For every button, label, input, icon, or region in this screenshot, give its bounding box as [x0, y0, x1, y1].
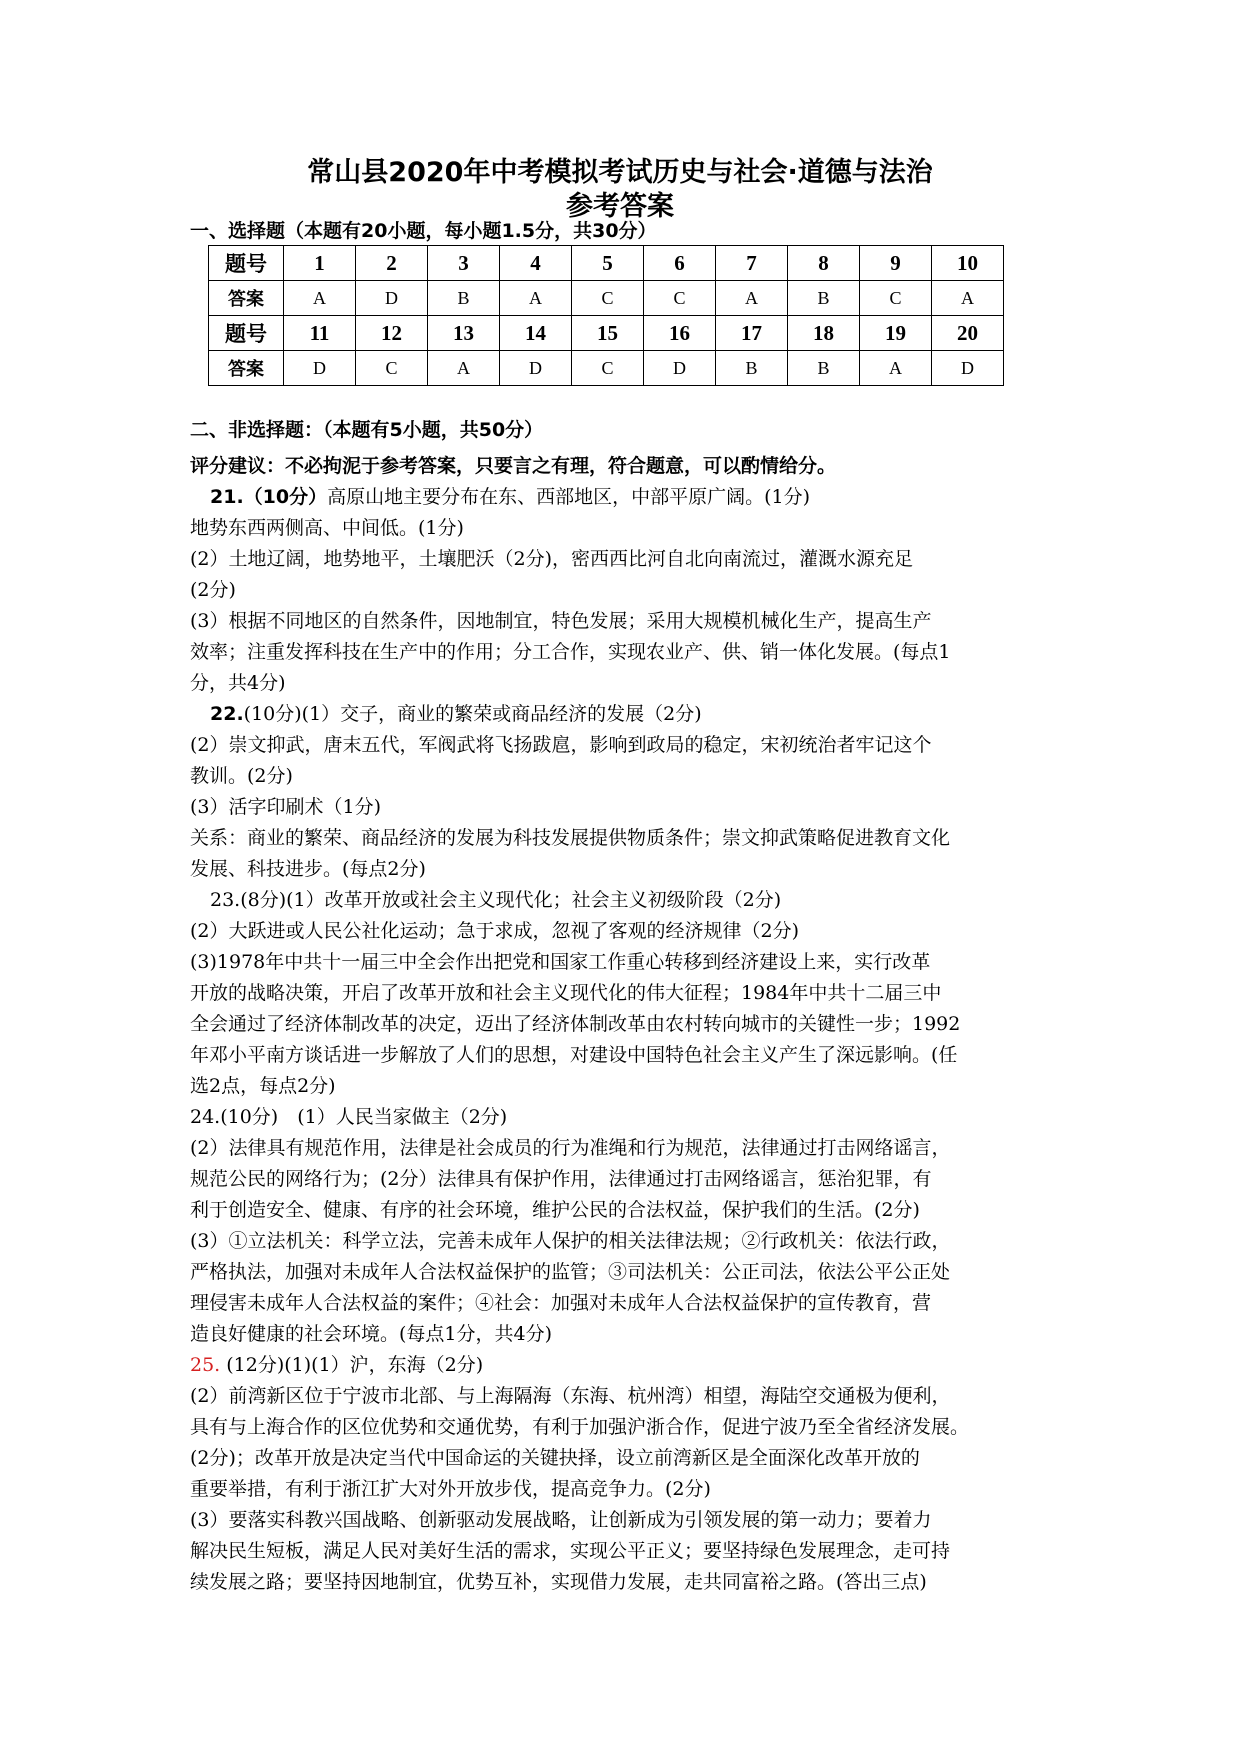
table-cell: B — [428, 281, 500, 316]
table-label-num: 题号 — [209, 316, 284, 351]
table-row — [209, 316, 1004, 351]
q24-line: 规范公民的网络行为；(2分）法律具有保护作用，法律通过打击网络谣言，惩治犯罪，有 — [190, 1168, 932, 1190]
table-cell: C — [356, 351, 428, 386]
q22-line: (2）崇文抑武，唐末五代，军阀武将飞扬跋扈，影响到政局的稳定，宋初统治者牢记这个 — [190, 734, 932, 756]
table-cell: D — [644, 351, 716, 386]
q22-line: 22.(10分)(1）交子，商业的繁荣或商品经济的发展（2分) — [210, 703, 702, 725]
table-row — [209, 281, 1004, 316]
table-cell: C — [572, 351, 644, 386]
q25-line: 重要举措，有利于浙江扩大对外开放步伐，提高竞争力。(2分) — [190, 1478, 711, 1500]
section-1-heading: 一、选择题（本题有20小题，每小题1.5分，共30分） — [190, 220, 657, 242]
q24-line: 利于创造安全、健康、有序的社会环境，维护公民的合法权益，保护我们的生活。(2分) — [190, 1199, 920, 1221]
table-cell: A — [428, 351, 500, 386]
q22-line: (3）活字印刷术（1分) — [190, 796, 382, 818]
table-cell: B — [788, 351, 860, 386]
table-cell: B — [716, 351, 788, 386]
table-cell: 6 — [644, 246, 716, 281]
q23-line: 选2点，每点2分) — [190, 1075, 336, 1097]
q21-line: 分，共4分) — [190, 672, 286, 694]
table-cell: A — [860, 351, 932, 386]
q21-line: 21.（10分）高原山地主要分布在东、西部地区，中部平原广阔。(1分) — [210, 486, 811, 508]
q23-line: 年邓小平南方谈话进一步解放了人们的思想，对建设中国特色社会主义产生了深远影响。(任 — [190, 1044, 958, 1066]
table-cell: 11 — [284, 316, 356, 351]
table-cell: C — [572, 281, 644, 316]
table-cell: B — [788, 281, 860, 316]
answer-table — [208, 245, 1004, 386]
q24-line: (2）法律具有规范作用，法律是社会成员的行为准绳和行为规范，法律通过打击网络谣言， — [190, 1137, 951, 1159]
table-cell: 10 — [932, 246, 1004, 281]
q22-head: 22. — [210, 703, 244, 725]
q22-line: 教训。(2分) — [190, 765, 293, 787]
q23-line: (2）大跃进或人民公社化运动；急于求成，忽视了客观的经济规律（2分) — [190, 920, 800, 942]
q22-line: 发展、科技进步。(每点2分) — [190, 858, 426, 880]
table-cell: D — [500, 351, 572, 386]
q24-line: (3）①立法机关：科学立法，完善未成年人保护的相关法律法规；②行政机关：依法行政， — [190, 1230, 951, 1252]
q21-line: (2）土地辽阔，地势地平，土壤肥沃（2分)，密西西比河自北向南流过，灌溉水源充足 — [190, 548, 914, 570]
q21-head: 21.（10分） — [210, 486, 328, 508]
table-cell: A — [500, 281, 572, 316]
table-cell: C — [860, 281, 932, 316]
q25-line: 25. (12分)(1)(1）沪，东海（2分) — [190, 1354, 484, 1376]
table-cell: 16 — [644, 316, 716, 351]
q25-line: (2）前湾新区位于宁波市北部、与上海隔海（东海、杭州湾）相望，海陆空交通极为便利， — [190, 1385, 951, 1407]
table-cell: 17 — [716, 316, 788, 351]
q24-line: 造良好健康的社会环境。(每点1分，共4分) — [190, 1323, 553, 1345]
q25-number: 25. — [190, 1354, 221, 1376]
table-cell: D — [284, 351, 356, 386]
q23-line: 开放的战略决策，开启了改革开放和社会主义现代化的伟大征程；1984年中共十二届三中 — [190, 982, 942, 1004]
q22-line: 关系：商业的繁荣、商品经济的发展为科技发展提供物质条件；崇文抑武策略促进教育文化 — [190, 827, 951, 849]
q21-line: (2分) — [190, 579, 236, 601]
section-2-heading: 二、非选择题：（本题有5小题，共50分） — [190, 419, 544, 441]
table-cell: C — [644, 281, 716, 316]
table-cell: 20 — [932, 316, 1004, 351]
q25-line: (2分)；改革开放是决定当代中国命运的关键抉择，设立前湾新区是全面深化改革开放的 — [190, 1447, 920, 1469]
table-cell: 8 — [788, 246, 860, 281]
table-cell: 9 — [860, 246, 932, 281]
table-cell: 15 — [572, 316, 644, 351]
q23-line: (3)1978年中共十一届三中全会作出把党和国家工作重心转移到经济建设上来，实行改革 — [190, 951, 931, 973]
q24-line: 24.(10分) (1）人民当家做主（2分) — [190, 1106, 508, 1128]
table-row — [209, 246, 1004, 281]
q25-line: 具有与上海合作的区位优势和交通优势，有利于加强沪浙合作，促进宁波乃至全省经济发展。 — [190, 1416, 970, 1438]
q25-line: (3）要落实科教兴国战略、创新驱动发展战略，让创新成为引领发展的第一动力；要着力 — [190, 1509, 932, 1531]
table-cell: D — [356, 281, 428, 316]
table-label-num: 题号 — [209, 246, 284, 281]
q21-line: 效率；注重发挥科技在生产中的作用；分工合作，实现农业产、供、销一体化发展。(每点1 — [190, 641, 951, 663]
table-cell: 7 — [716, 246, 788, 281]
q21-line: (3）根据不同地区的自然条件，因地制宜，特色发展；采用大规模机械化生产，提高生产 — [190, 610, 932, 632]
table-cell: 19 — [860, 316, 932, 351]
q23-line: 全会通过了经济体制改革的决定，迈出了经济体制改革由农村转向城市的关键性一步；1992 — [190, 1013, 961, 1035]
table-cell: 5 — [572, 246, 644, 281]
table-row — [209, 351, 1004, 386]
table-label-ans: 答案 — [209, 281, 284, 316]
table-label-ans: 答案 — [209, 351, 284, 386]
q24-line: 严格执法，加强对未成年人合法权益保护的监管；③司法机关：公正司法，依法公平公正处 — [190, 1261, 951, 1283]
table-cell: 1 — [284, 246, 356, 281]
table-cell: 14 — [500, 316, 572, 351]
table-cell: A — [284, 281, 356, 316]
table-cell: 18 — [788, 316, 860, 351]
table-cell: A — [932, 281, 1004, 316]
q25-line: 解决民生短板，满足人民对美好生活的需求，实现公平正义；要坚持绿色发展理念，走可持 — [190, 1540, 951, 1562]
table-cell: D — [932, 351, 1004, 386]
page-title: 常山县2020年中考模拟考试历史与社会·道德与法治 — [307, 157, 933, 188]
table-cell: 3 — [428, 246, 500, 281]
q25-line: 续发展之路；要坚持因地制宜，优势互补，实现借力发展，走共同富裕之路。(答出三点) — [190, 1571, 927, 1593]
answer-body — [190, 451, 1060, 1598]
table-cell: 4 — [500, 246, 572, 281]
table-cell: A — [716, 281, 788, 316]
page-subtitle: 参考答案 — [566, 191, 674, 222]
scoring-note: 评分建议：不必拘泥于参考答案，只要言之有理，符合题意，可以酌情给分。 — [190, 455, 837, 477]
table-cell: 12 — [356, 316, 428, 351]
q21-line: 地势东西两侧高、中间低。(1分) — [190, 517, 464, 539]
table-cell: 2 — [356, 246, 428, 281]
q24-line: 理侵害未成年人合法权益的案件；④社会：加强对未成年人合法权益保护的宣传教育，营 — [190, 1292, 932, 1314]
q23-line: 23.(8分)(1）改革开放或社会主义现代化；社会主义初级阶段（2分) — [210, 889, 782, 911]
table-cell: 13 — [428, 316, 500, 351]
